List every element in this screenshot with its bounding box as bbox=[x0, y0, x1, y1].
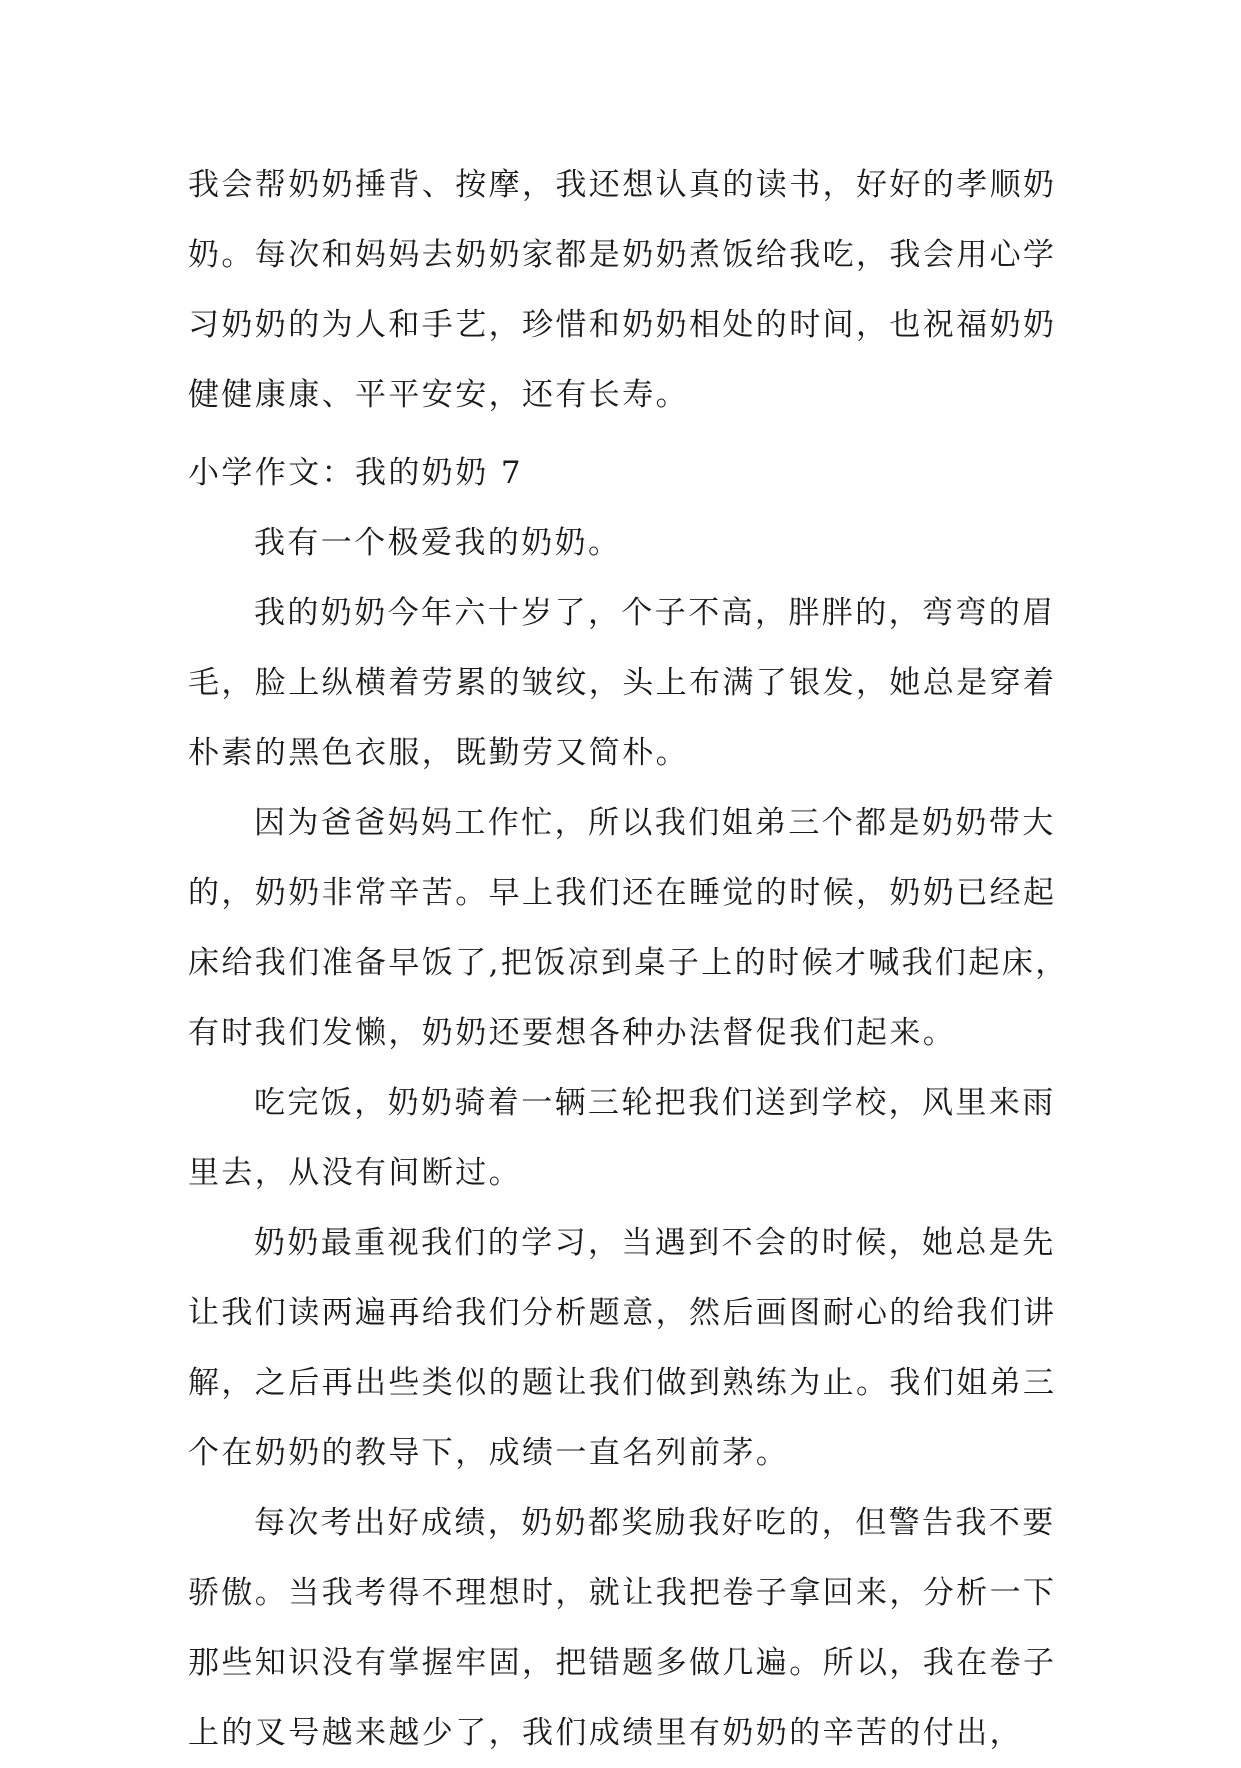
text-line: 习奶奶的为人和手艺，珍惜和奶奶相处的时间，也祝福奶奶 bbox=[188, 307, 1057, 343]
text-line: 让我们读两遍再给我们分析题意，然后画图耐心的给我们讲 bbox=[188, 1295, 1057, 1331]
paragraph bbox=[188, 1208, 1057, 1488]
text-line: 床给我们准备早饭了,把饭凉到桌子上的时候才喊我们起床， bbox=[188, 945, 1069, 981]
text-line: 里去，从没有间断过。 bbox=[188, 1155, 522, 1191]
text-line: 因为爸爸妈妈工作忙，所以我们姐弟三个都是奶奶带大 bbox=[254, 805, 1056, 841]
text-line: 奶奶最重视我们的学习，当遇到不会的时候，她总是先 bbox=[254, 1225, 1056, 1261]
text-line: 健健康康、平平安安，还有长寿。 bbox=[188, 377, 689, 413]
paragraph bbox=[188, 1488, 1057, 1768]
text-line: 吃完饭，奶奶骑着一辆三轮把我们送到学校，风里来雨 bbox=[254, 1085, 1056, 1121]
text-line: 个在奶奶的教导下，成绩一直名列前茅。 bbox=[188, 1435, 790, 1471]
text-line: 的，奶奶非常辛苦。早上我们还在睡觉的时候，奶奶已经起 bbox=[188, 875, 1057, 911]
text-line: 毛，脸上纵横着劳累的皱纹，头上布满了银发，她总是穿着 bbox=[188, 665, 1057, 701]
essay bbox=[188, 438, 1069, 1768]
text-line: 上的叉号越来越少了，我们成绩里有奶奶的辛苦的付出， bbox=[188, 1715, 1023, 1751]
text-line: 解，之后再出些类似的题让我们做到熟练为止。我们姐弟三 bbox=[188, 1365, 1057, 1401]
text-line: 我有一个极爱我的奶奶。 bbox=[254, 525, 622, 561]
paragraph bbox=[188, 788, 1069, 1068]
text-line: 朴素的黑色衣服，既勤劳又简朴。 bbox=[188, 735, 689, 771]
continued-paragraph bbox=[188, 150, 1057, 430]
paragraph bbox=[188, 508, 1048, 578]
text-line: 我的奶奶今年六十岁了，个子不高，胖胖的，弯弯的眉 bbox=[254, 595, 1056, 631]
paragraph bbox=[188, 1068, 1056, 1208]
paragraph bbox=[188, 578, 1057, 788]
text-line: 每次考出好成绩，奶奶都奖励我好吃的，但警告我不要 bbox=[254, 1505, 1056, 1541]
text-line: 我会帮奶奶捶背、按摩，我还想认真的读书，好好的孝顺奶 bbox=[188, 167, 1057, 203]
text-line: 骄傲。当我考得不理想时，就让我把卷子拿回来，分析一下 bbox=[188, 1575, 1057, 1611]
text-line: 奶。每次和妈妈去奶奶家都是奶奶煮饭给我吃，我会用心学 bbox=[188, 237, 1057, 273]
text-line: 那些知识没有掌握牢固，把错题多做几遍。所以，我在卷子 bbox=[188, 1645, 1057, 1681]
essay-title: 小学作文：我的奶奶 7 bbox=[188, 455, 523, 491]
text-line: 有时我们发懒，奶奶还要想各种办法督促我们起来。 bbox=[188, 1015, 957, 1051]
